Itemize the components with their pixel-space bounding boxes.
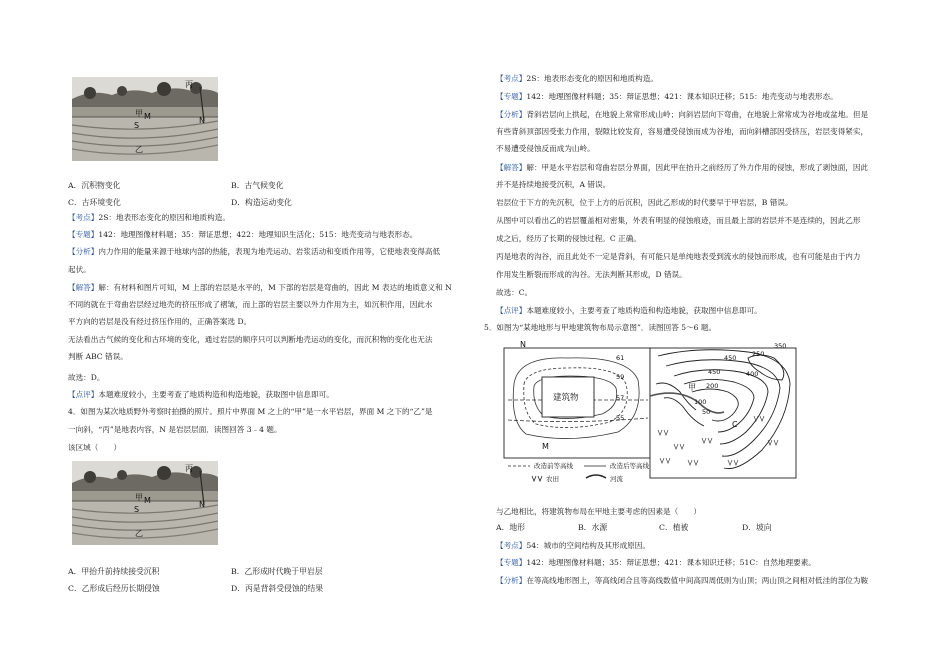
contour-label-61: 61 xyxy=(616,354,625,362)
q5-option-d: D．坡向 xyxy=(742,523,772,532)
contour-label-350: 350 xyxy=(774,342,787,350)
contour-label-250: 250 xyxy=(752,350,765,358)
q4-stem-line1: 4．如图为某次地质野外考察时拍摄的照片。照片中界面 M 之上的“甲”是一水平岩层，界面 M 之下的“乙”是 xyxy=(68,407,433,416)
r-jieda-line6: 丙是地表的沟谷，而且此处不一定是背斜，有可能只是单纯地表受到流水的侵蚀而形成，也有可能是由于内力 xyxy=(496,252,861,261)
q5-fenxi: 【分析】在等高线地形图上，等高线闭合且等高线数值中间高四周低则为山顶；两山顶之间相对低洼的部位为鞍 xyxy=(496,576,869,585)
contour-label-50: 50 xyxy=(702,408,711,416)
q3-jieda-line3: 平方向的岩层是没有经过挤压作用的，正确答案选 D。 xyxy=(68,317,252,326)
contour-label-400: 400 xyxy=(746,370,759,378)
photo-label-n: N xyxy=(199,116,205,125)
zhuanti-tag: 【专题】 xyxy=(496,558,527,567)
q5-option-b: B．水源 xyxy=(578,523,608,532)
legend-before: 改造前等高线 xyxy=(534,462,573,470)
map-label-n: N xyxy=(520,340,526,349)
q4-option-d: D．丙是背斜受侵蚀的结果 xyxy=(231,584,324,593)
q3-option-c: C．古环境变化 xyxy=(68,198,121,207)
q3-fenxi-line2: 起伏。 xyxy=(68,265,91,274)
r-fenxi-line3: 不易遭受侵蚀反而成为山岭。 xyxy=(496,144,595,153)
r-jieda-line7: 作用发生断裂而形成的沟谷。无法判断其形成，D 错误。 xyxy=(496,270,687,279)
map-label-c: C xyxy=(732,420,738,429)
contour-label-57: 57 xyxy=(616,394,625,402)
contour-label-450b: 450 xyxy=(708,368,721,376)
map-building-label: 建筑物 xyxy=(553,393,579,403)
topographic-map-figure xyxy=(498,340,802,486)
q3-option-a: A．沉积物变化 xyxy=(68,181,121,190)
contour-label-200: 200 xyxy=(706,382,719,390)
photo-label-jia: 甲 xyxy=(135,109,143,118)
r-dianping: 【点评】本题难度较小，主要考查了地质构造和构造地貌，获取图中信息即可。 xyxy=(496,306,762,315)
q3-option-b: B．古气候变化 xyxy=(231,181,284,190)
r-jieda-line3: 岩层位于下方的先沉积，位于上方的后沉积，因此乙形成的时代要早于甲岩层，B 错误。 xyxy=(496,198,793,207)
map-label-m: M xyxy=(542,442,549,451)
r-zhuanti: 【专题】142：地理图像材料题；35：辩证思想；421：课本知识迁移；515：地壳变动与地表形态。 xyxy=(496,92,838,101)
photo-label-m: M xyxy=(144,112,151,121)
kaodian-tag: 【考点】 xyxy=(496,74,527,83)
fenxi-tag: 【分析】 xyxy=(68,247,99,256)
q5-option-a: A．地形 xyxy=(496,523,526,532)
q3-option-d: D．构造运动变化 xyxy=(231,198,292,207)
q4-option-b: B．乙形成时代晚于甲岩层 xyxy=(231,567,323,576)
map-label-jia: 甲 xyxy=(688,383,696,392)
q3-jieda-line2: 不同的就在于弯曲岩层经过地壳的挤压形成了褶皱，而上部的岩层主要以外力作用为主，如沉积作用，因此水 xyxy=(68,300,433,309)
q5-question: 与乙地相比，将建筑物布局在甲地主要考虑的因素是（ ） xyxy=(496,507,702,516)
q4-option-a: A．甲抬升前持续接受沉积 xyxy=(68,567,160,576)
q5-stem: 5．如图为“某地地形与甲地建筑物布局示意图”．读图回答 5～6 题。 xyxy=(484,323,717,332)
q5-kaodian: 【考点】54：城市的空间结构及其形成原因。 xyxy=(496,541,650,550)
field-photo-2 xyxy=(72,461,218,545)
photo2-label-jia: 甲 xyxy=(135,493,143,502)
zhuanti-tag: 【专题】 xyxy=(496,92,527,101)
photo-label-yi: 乙 xyxy=(135,145,143,154)
contour-label-450a: 450 xyxy=(724,354,737,362)
q3-extra-line1: 无法看出古气候的变化和古环境的变化，通过岩层的顺序只可以判断地壳运动的变化，而沉积物的变化也无法 xyxy=(68,335,433,344)
q4-option-c: C．乙形成后经历长期侵蚀 xyxy=(68,584,160,593)
contour-label-100: 100 xyxy=(694,398,707,406)
q3-zhuanti: 【专题】142：地理图像材料题；35：辩证思想；422：地理知识生活化；515：地壳变动与地表形态。 xyxy=(68,230,418,239)
r-jieda-line2: 并不是持续地接受沉积，A 错误。 xyxy=(496,180,611,189)
photo-label-s: S xyxy=(134,121,140,130)
legend-after: 改造后等高线 xyxy=(610,462,649,470)
photo2-label-yi: 乙 xyxy=(135,529,143,538)
dianping-tag: 【点评】 xyxy=(496,306,527,315)
r-jieda-line4: 从图中可以看出乙的岩层覆盖相对密集，外表有明显的侵蚀痕迹，而且最上部的岩层并不是连续的，因此乙形 xyxy=(496,216,861,225)
kaodian-tag: 【考点】 xyxy=(496,541,527,550)
q3-fenxi: 【分析】内力作用的能量来源于地球内部的热能，表现为地壳运动、岩浆活动和变质作用等，它使地表变得高低 xyxy=(68,247,441,256)
q3-jieda: 【解答】解：有材料和图片可知，M 上部的岩层是水平的，M 下部的岩层是弯曲的，因此 M 表达的地质意义和 N xyxy=(68,283,452,292)
q5-zhuanti: 【专题】142：地理图像材料题；35：辩证思想；421：课本知识迁移；51C：自然地理要素。 xyxy=(496,558,816,567)
r-jieda: 【解答】解：甲是水平岩层和弯曲岩层分界面，因此甲在抬升之前经历了外力作用的侵蚀，形成了剥蚀面，因此 xyxy=(496,163,869,172)
jieda-tag: 【解答】 xyxy=(496,163,527,172)
q5-option-c: C．植被 xyxy=(659,523,689,532)
q4-stem-line2: 一向斜，“丙”是地表内容，N 是岩层层面．读图回答 3﹣4 题。 xyxy=(68,425,282,434)
q4-question: 该区域（ ） xyxy=(68,443,122,452)
r-answer: 故选：C。 xyxy=(496,288,533,297)
legend-river: 河流 xyxy=(610,475,623,483)
q3-extra-line2: 判断 ABC 错误。 xyxy=(68,352,128,361)
zhuanti-tag: 【专题】 xyxy=(68,230,99,239)
photo-label-bing: 丙 xyxy=(185,80,193,89)
photo2-label-m: M xyxy=(144,496,151,505)
photo2-label-s: S xyxy=(134,505,140,514)
q3-kaodian: 【考点】2S：地表形态变化的原因和地质构造。 xyxy=(68,213,230,222)
dianping-tag: 【点评】 xyxy=(68,390,99,399)
jieda-tag: 【解答】 xyxy=(68,283,99,292)
r-fenxi: 【分析】背斜岩层向上拱起，在地貌上常常形成山岭；向斜岩层向下弯曲，在地貌上常常成为谷地或盆地。但是 xyxy=(496,110,869,119)
contour-label-55: 55 xyxy=(616,414,625,422)
legend-farm: 农田 xyxy=(546,475,559,483)
q3-dianping: 【点评】本题难度较小，主要考查了地质构造和构造地貌，获取图中信息即可。 xyxy=(68,390,334,399)
fenxi-tag: 【分析】 xyxy=(496,576,527,585)
fenxi-tag: 【分析】 xyxy=(496,110,527,119)
r-kaodian: 【考点】2S：地表形态变化的原因和地质构造。 xyxy=(496,74,658,83)
photo2-label-n: N xyxy=(199,500,205,509)
r-jieda-line5: 成之后，经历了长期的侵蚀过程。C 正确。 xyxy=(496,234,641,243)
r-fenxi-line2: 有些背斜顶部因受张力作用，裂隙比较发育，容易遭受侵蚀而成为谷地，而向斜槽部因受挤压，岩层变得紧实， xyxy=(496,127,869,136)
kaodian-tag: 【考点】 xyxy=(68,213,99,222)
field-photo-1 xyxy=(72,77,218,161)
photo2-label-bing: 丙 xyxy=(185,464,193,473)
contour-label-59: 59 xyxy=(616,373,625,381)
q3-answer: 故选：D。 xyxy=(68,373,105,382)
